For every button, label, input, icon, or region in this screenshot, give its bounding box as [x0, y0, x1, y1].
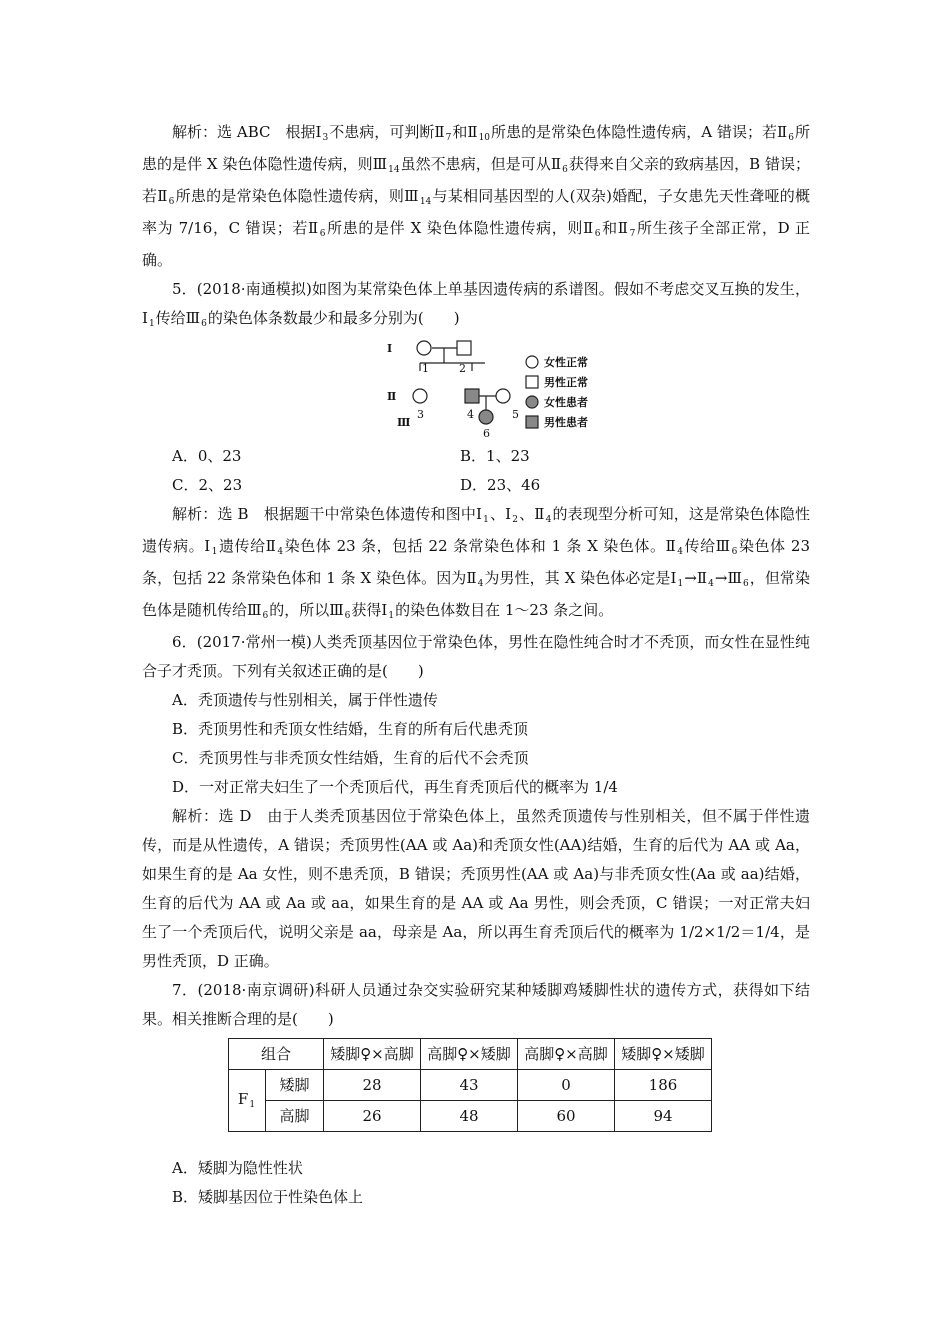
- individual-I2-normal-male: [457, 341, 471, 355]
- table-cell: 60: [518, 1101, 615, 1132]
- legend-affected-female-icon: [526, 396, 538, 408]
- table-cell: 26: [324, 1101, 421, 1132]
- q5-options-row2: [142, 471, 810, 500]
- q6-option-a: A．秃顶遗传与性别相关，属于伴性遗传: [172, 691, 438, 709]
- legend-normal-female: 女性正常: [544, 356, 588, 369]
- q7-stem: 7．(2018·南京调研)科研人员通过杂交实验研究某种矮脚鸡矮脚性状的遗传方式，获得如下结果。相关推断合理的是( ): [142, 981, 810, 1028]
- q5-option-a: A．0、23: [172, 447, 242, 465]
- table-row: [229, 1070, 712, 1101]
- label-5: 5: [512, 408, 519, 421]
- legend-affected-male: 男性患者: [544, 416, 588, 429]
- q7-option-a: A．矮脚为隐性性状: [172, 1159, 303, 1177]
- table-header: 矮脚♀×高脚: [324, 1039, 421, 1070]
- q5-stem: 5．(2018·南通模拟)如图为某常染色体上单基因遗传病的系谱图。假如不考虑交叉互换的发生，$Ⅰ_1$传给$Ⅲ_6$的染色体条数最少和最多分别为( ): [142, 280, 810, 329]
- legend-normal-male: 男性正常: [544, 376, 588, 389]
- generation-label-I: Ⅰ: [387, 342, 393, 355]
- q6-stem: 6．(2017·常州一模)人类秃顶基因位于常染色体，男性在隐性纯合时才不秃顶，而女性在显性纯合子才秃顶。下列有关叙述正确的是( ): [142, 633, 810, 680]
- label-2: 2: [459, 362, 466, 375]
- table-row-label: 矮脚: [266, 1070, 324, 1101]
- q5-option-b: B．1、23: [460, 447, 530, 465]
- table-cell: 186: [615, 1070, 712, 1101]
- individual-III6-affected-female: [479, 410, 493, 424]
- pedigree-figure: [142, 338, 810, 438]
- table-row: [229, 1101, 712, 1132]
- table-header: 高脚♀×矮脚: [421, 1039, 518, 1070]
- q5-options-row1: [142, 442, 810, 471]
- label-1: 1: [422, 362, 429, 375]
- q6-option-c: C．秃顶男性与非秃顶女性结婚，生育的后代不会秃顶: [172, 749, 529, 767]
- table-cell: 28: [324, 1070, 421, 1101]
- legend-normal-male-icon: [526, 376, 538, 388]
- table-header: 矮脚♀×矮脚: [615, 1039, 712, 1070]
- generation-label-III: Ⅲ: [397, 416, 411, 429]
- pedigree-chart: [387, 338, 617, 438]
- q6-option-d: D．一对正常夫妇生了一个秃顶后代，再生育秃顶后代的概率为 1/4: [172, 778, 618, 796]
- table-row-label: 高脚: [266, 1101, 324, 1132]
- q6-option-b: B．秃顶男性和秃顶女性结婚，生育的所有后代患秃顶: [172, 720, 529, 738]
- q7-option-b: B．矮脚基因位于性染色体上: [172, 1188, 364, 1206]
- table-corner: 组合: [229, 1039, 324, 1070]
- page-content: [142, 118, 810, 1212]
- table-cell: 0: [518, 1070, 615, 1101]
- table-f1-label: $F_1$: [229, 1070, 266, 1132]
- table-cell: 48: [421, 1101, 518, 1132]
- table-cell: 43: [421, 1070, 518, 1101]
- q7-results-table: [228, 1038, 712, 1132]
- q5-option-d: D．23、46: [460, 476, 541, 494]
- individual-II5-normal-female: [496, 389, 510, 403]
- generation-label-II: Ⅱ: [387, 390, 397, 403]
- individual-II4-affected-male: [465, 389, 479, 403]
- table-header-row: [229, 1039, 712, 1070]
- individual-II3-normal-female: [413, 389, 427, 403]
- legend-affected-female: 女性患者: [544, 396, 588, 409]
- q5-analysis: 解析：选 B 根据题干中常染色体遗传和图中$Ⅰ_1$、$Ⅰ_2$、$Ⅱ_4$的表现型分析可知，这是常染色体隐性遗传病。$Ⅰ_1$遗传给$Ⅱ_4$染色体 23 条，包括 22 条常染色体和 1 条 X 染色体。$Ⅱ_4$传给$Ⅲ_6$染色体 23 条，包括 22 条常染色体和 1 条 X 染色体。因为$Ⅱ_4$为男性，其 X 染色体必定是$Ⅰ_1\to Ⅱ_4\to Ⅲ_6$，但常染色体是随机传给$Ⅲ_6$的，所以$Ⅲ_6$获得$Ⅰ_1$的染色体数目在 1～23 条之间。: [142, 505, 810, 621]
- table-cell: 94: [615, 1101, 712, 1132]
- individual-I1-normal-female: [417, 341, 431, 355]
- legend-normal-female-icon: [526, 356, 538, 368]
- label-4: 4: [467, 408, 474, 421]
- label-3: 3: [417, 408, 424, 421]
- legend-affected-male-icon: [526, 416, 538, 428]
- table-header: 高脚♀×高脚: [518, 1039, 615, 1070]
- q6-analysis: 解析：选 D 由于人类秃顶基因位于常染色体上，虽然秃顶遗传与性别相关，但不属于伴性遗传，而是从性遗传，A 错误；秃顶男性(AA 或 Aa)和秃顶女性(AA)结婚，生育的后代为 AA 或 Aa，如果生育的是 Aa 女性，则不患秃顶，B 错误；秃顶男性(AA 或 Aa)与非秃顶女性(Aa 或 aa)结婚，生育的后代为 AA 或 Aa 或 aa，如果生育的是 AA 或 Aa 男性，则会秃顶，C 错误；一对正常夫妇生了一个秃顶后代，说明父亲是 aa，母亲是 Aa，所以再生育秃顶后代的概率为 1/2×1/2＝1/4，是男性秃顶，D 正确。: [142, 807, 810, 970]
- q4-analysis: 解析：选 ABC 根据$Ⅰ_3$不患病，可判断$Ⅱ_7$和$Ⅱ_{10}$所患的是常染色体隐性遗传病，A 错误；若$Ⅱ_6$所患的是伴 X 染色体隐性遗传病，则$Ⅲ_{14}$虽然不患病，但是可从$Ⅱ_6$获得来自父亲的致病基因，B 错误；若$Ⅱ_6$所患的是常染色体隐性遗传病，则$Ⅲ_{14}$与某相同基因型的人(双杂)婚配，子女患先天性聋哑的概率为 7/16，C 错误；若$Ⅱ_6$所患的是伴 X 染色体隐性遗传病，则$Ⅱ_6$和$Ⅱ_7$所生孩子全部正常，D 正确。: [142, 123, 810, 269]
- q5-option-c: C．2、23: [172, 476, 243, 494]
- label-6: 6: [483, 427, 490, 438]
